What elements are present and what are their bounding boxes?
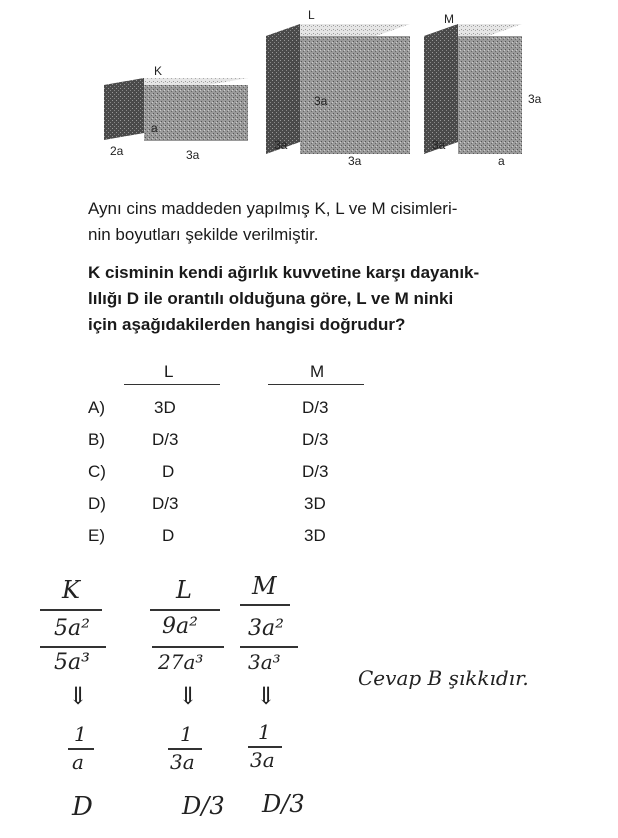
hw-l-numerator: 9a² xyxy=(162,614,198,639)
label-m-length: a xyxy=(498,154,505,168)
hw-m-frac-den: 3a xyxy=(250,748,275,772)
hw-k-head: K xyxy=(62,576,80,604)
label-m-height: 3a xyxy=(528,92,542,106)
hw-m-fraction-bar xyxy=(240,646,298,648)
option-c-l: D xyxy=(162,462,175,481)
option-a-m: D/3 xyxy=(302,398,329,417)
hw-m-result: D/3 xyxy=(262,790,305,818)
option-d-label: D) xyxy=(88,494,106,513)
option-c-label: C) xyxy=(88,462,106,481)
box-k xyxy=(104,78,248,141)
hw-l-fraction-bar xyxy=(152,646,224,648)
column-rule-l xyxy=(124,384,220,385)
box-m-front xyxy=(458,36,522,154)
label-k: K xyxy=(154,64,163,78)
label-l: L xyxy=(308,8,315,22)
box-m xyxy=(424,24,522,154)
hw-m-underline xyxy=(240,604,290,606)
hw-k-fraction-bar xyxy=(40,646,106,648)
option-b-m: D/3 xyxy=(302,430,329,449)
hw-k-denominator: 5a³ xyxy=(54,650,90,675)
hw-m-frac-num: 1 xyxy=(258,720,271,744)
label-l-length: 3a xyxy=(348,154,362,168)
question-prompt xyxy=(88,260,598,338)
option-b-label: B) xyxy=(88,430,105,449)
hw-k-implies-arrow: ⇓ xyxy=(68,682,89,710)
option-d-m: 3D xyxy=(304,494,326,513)
hw-k-result: D xyxy=(72,792,93,822)
box-l-side xyxy=(266,24,300,154)
prompt-line-1: K cisminin kendi ağırlık kuvvetine karşı dayanık- xyxy=(88,263,480,282)
prompt-line-3: için aşağıdakilerden hangisi doğrudur? xyxy=(88,315,406,334)
hw-m-numerator: 3a² xyxy=(248,616,284,641)
option-b-l: D/3 xyxy=(152,430,179,449)
hw-m-head: M xyxy=(252,572,277,600)
label-k-width: 2a xyxy=(110,144,124,158)
hw-l-implies-arrow: ⇓ xyxy=(178,682,199,710)
box-l xyxy=(266,24,410,154)
label-l-width: 3a xyxy=(274,138,288,152)
label-m-width: 3a xyxy=(432,138,446,152)
column-header-m: M xyxy=(310,362,325,381)
label-k-height: a xyxy=(151,121,158,135)
option-c-m: D/3 xyxy=(302,462,329,481)
option-d-l: D/3 xyxy=(152,494,179,513)
option-a-l: 3D xyxy=(154,398,176,417)
box-m-side xyxy=(424,24,458,154)
hw-k-frac-num: 1 xyxy=(74,722,87,746)
hw-l-head: L xyxy=(176,576,192,604)
hw-m-implies-arrow: ⇓ xyxy=(256,682,277,710)
option-e-l: D xyxy=(162,526,175,545)
figure-boxes xyxy=(0,0,618,180)
hw-k-underline xyxy=(40,609,102,611)
box-k-side xyxy=(104,78,144,140)
option-e-label: E) xyxy=(88,526,105,545)
hw-l-denominator: 27a³ xyxy=(158,650,204,674)
hw-l-underline xyxy=(150,609,220,611)
option-e-m: 3D xyxy=(304,526,326,545)
column-rule-m xyxy=(268,384,364,385)
hw-answer-note: Cevap B şıkkıdır. xyxy=(358,666,529,690)
column-header-l: L xyxy=(164,362,174,381)
question-text xyxy=(88,196,588,248)
hw-m-denominator: 3a³ xyxy=(248,650,281,674)
hw-l-frac-num: 1 xyxy=(180,722,193,746)
hw-k-frac-den: a xyxy=(72,750,84,774)
question-line-2: nin boyutları şekilde verilmiştir. xyxy=(88,225,319,244)
hw-l-result: D/3 xyxy=(182,792,225,820)
question-line-1: Aynı cins maddeden yapılmış K, L ve M cisimleri- xyxy=(88,199,458,218)
prompt-line-2: lılığı D ile orantılı olduğuna göre, L ve M ninki xyxy=(88,289,454,308)
hw-k-numerator: 5a² xyxy=(54,616,90,641)
label-l-height: 3a xyxy=(314,94,328,108)
label-k-length: 3a xyxy=(186,148,200,162)
label-m: M xyxy=(444,12,454,26)
option-a-label: A) xyxy=(88,398,105,417)
hw-l-frac-den: 3a xyxy=(170,750,195,774)
box-k-front xyxy=(144,85,248,141)
